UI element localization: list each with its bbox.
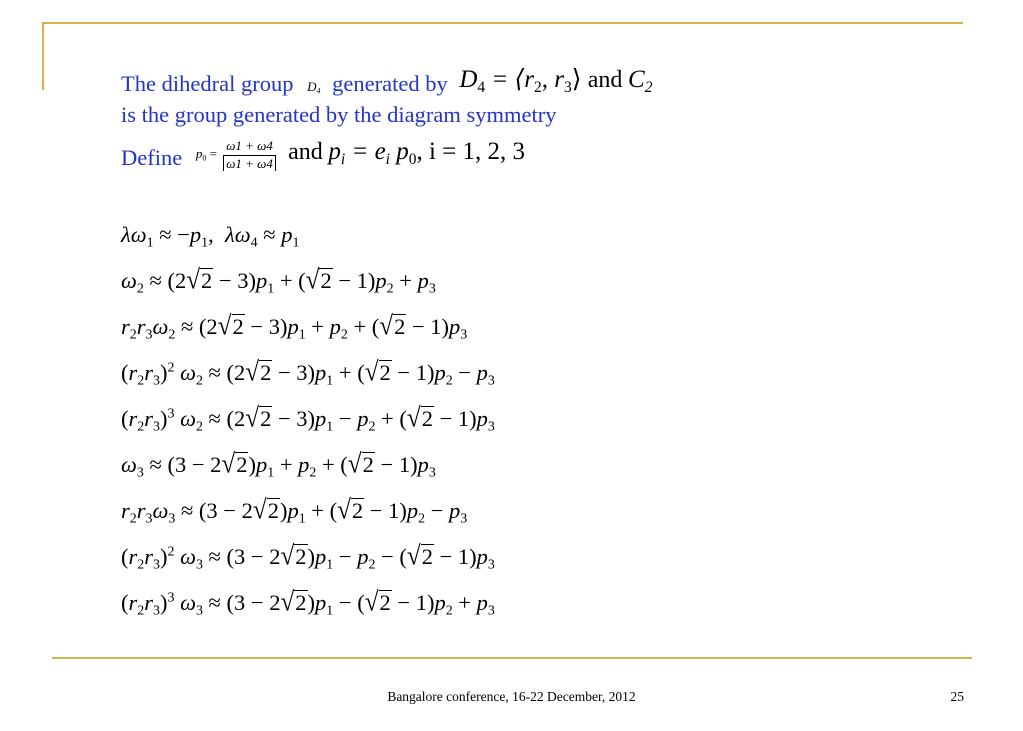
equation-1: $\lambda\omega_1 \approx -p_1$, $\lambda\omega_4 \approx p_1$ bbox=[121, 222, 300, 251]
intro-line-1 bbox=[121, 68, 652, 98]
equation-5: $(r_2r_3)^3$ $\omega_2 \approx (2√2 - 3)p_1 - p_2 + (√2 - 1)p_3$ bbox=[121, 403, 495, 435]
equation-8: $(r_2r_3)^2$ $\omega_3 \approx (3 - 2√2)p_1 - p_2 - (√2 - 1)p_3$ bbox=[121, 541, 495, 573]
footer-text: Bangalore conference, 16-22 December, 2012 bbox=[387, 689, 636, 704]
intro-line1-prefix: The dihedral group bbox=[121, 71, 294, 96]
intro-line-3 bbox=[121, 137, 526, 178]
equation-7: $r_2r_3\omega_3 \approx (3 - 2√2)p_1 + (√2 - 1)p_2 - p_3$ bbox=[121, 495, 468, 527]
top-decor-line bbox=[42, 22, 963, 24]
p0-denominator: ω1 + ω4 bbox=[223, 156, 276, 171]
p0-definition: p0 = ω1 + ω4 ω1 + ω4 bbox=[196, 146, 282, 161]
define-label: Define bbox=[121, 145, 183, 170]
equation-2: $\omega_2 \approx (2√2 - 3)p_1 + (√2 - 1)p_2 + p_3$ bbox=[121, 265, 436, 297]
intro-line-2: is the group generated by the diagram symmetry bbox=[121, 102, 557, 127]
intro-line3-and: and bbox=[288, 139, 323, 165]
intro-line1-generated-by: generated by bbox=[332, 71, 448, 96]
left-decor-line bbox=[42, 22, 44, 90]
page-number: 25 bbox=[950, 689, 964, 704]
pi-definition: $p_i = e_i$ $p_0$, i = 1, 2, 3 bbox=[328, 138, 526, 168]
bottom-decor-line bbox=[52, 657, 972, 659]
c2-symbol: $C_2$ bbox=[628, 66, 653, 96]
equation-6: $\omega_3 \approx (3 - 2√2)p_1 + p_2 + (√2 - 1)p_3$ bbox=[121, 449, 436, 481]
p0-fraction bbox=[223, 139, 276, 172]
intro-line1-and: and bbox=[587, 67, 623, 93]
p0-numerator: ω1 + ω4 bbox=[223, 139, 276, 156]
d4-inline-symbol: $D_4$ bbox=[307, 79, 321, 96]
equation-4: $(r_2r_3)^2$ $\omega_2 \approx (2√2 - 3)p_1 + (√2 - 1)p_2 - p_3$ bbox=[121, 357, 495, 389]
d4-generators-formula: $D_4$ = $⟨r_2$, $r_3⟩$ bbox=[459, 66, 582, 96]
equation-9: $(r_2r_3)^3$ $\omega_3 \approx (3 - 2√2)p_1 - (√2 - 1)p_2 + p_3$ bbox=[121, 587, 495, 619]
equation-3: $r_2r_3\omega_2 \approx (2√2 - 3)p_1 + p_2 + (√2 - 1)p_3$ bbox=[121, 311, 468, 343]
